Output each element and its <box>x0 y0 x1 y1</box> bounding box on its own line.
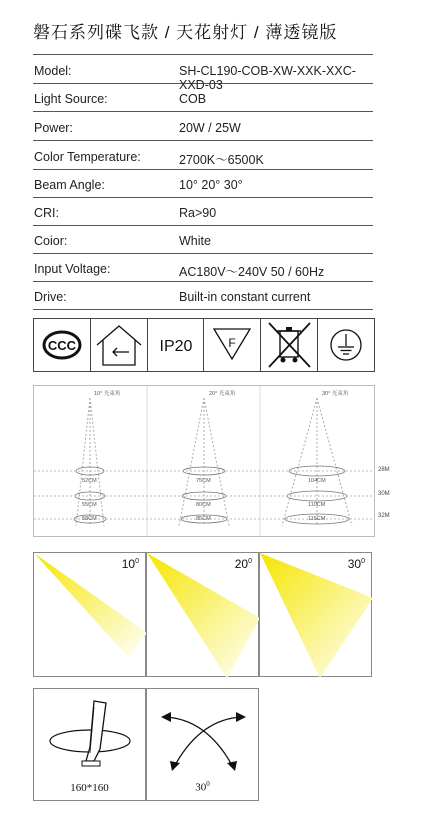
beam-sector-10 <box>33 552 146 677</box>
spec-row-power <box>33 112 373 141</box>
spec-row-color-temperature <box>33 141 373 170</box>
beam-label: 20° 光束角 <box>209 391 236 397</box>
indoor-use-icon <box>91 319 148 371</box>
product-profile-icon <box>34 689 147 779</box>
beam-diameter: 75CM <box>196 478 211 484</box>
beam-diameter: 104CM <box>308 478 326 484</box>
spec-key: Input Voltage: <box>34 262 111 276</box>
spec-key: Color Temperature: <box>34 150 141 164</box>
spec-row-light-source <box>33 83 373 112</box>
sector-angle-label <box>235 557 252 571</box>
beam-label: 30° 光束角 <box>322 391 349 397</box>
distance-label: 32M <box>378 513 390 519</box>
weee-bin-icon <box>261 319 318 371</box>
beam-sector-20 <box>146 552 259 677</box>
f-mark-text: F <box>228 336 237 350</box>
beam-diameter: 58CM <box>82 516 97 522</box>
degree-mark: 0 <box>248 558 252 565</box>
sector-angle-value: 30 <box>347 557 362 571</box>
spec-key: Drive: <box>34 290 67 304</box>
ip20-icon <box>148 319 205 371</box>
spec-row-drive <box>33 281 373 310</box>
spec-value: COB <box>179 92 207 106</box>
tilt-label <box>147 780 258 794</box>
certification-icons <box>33 318 375 372</box>
page-title: 磐石系列碟飞款 / 天花射灯 / 薄透镜版 <box>33 23 338 42</box>
ip20-text: IP20 <box>159 338 193 355</box>
degree-mark: 0 <box>361 558 365 565</box>
spec-key: Coior: <box>34 234 68 248</box>
beam-diameter: 110CM <box>308 502 326 508</box>
beam-diameter: 55CM <box>82 502 97 508</box>
spec-value: Ra>90 <box>179 206 217 220</box>
spec-key: Beam Angle: <box>34 178 105 192</box>
tilt-angle-box <box>146 688 259 801</box>
sector-angle-label <box>122 557 139 571</box>
ground-symbol-icon <box>318 319 374 371</box>
distance-label: 28M <box>378 467 390 473</box>
distance-label: 30M <box>378 491 390 497</box>
beam-diameter: 52CM <box>82 478 97 484</box>
spec-row-input-voltage <box>33 253 373 282</box>
product-size-box <box>33 688 146 801</box>
ccc-text: CCC <box>47 338 77 353</box>
beam-diameter: 115CM <box>308 516 326 522</box>
sector-angle-value: 20 <box>234 557 249 571</box>
spec-row-model <box>33 54 373 92</box>
spec-value: Built-in constant current <box>179 290 311 304</box>
beam-distribution-panel <box>33 385 375 537</box>
spec-key: Power: <box>34 121 73 135</box>
spec-row-beam-angle <box>33 169 373 198</box>
beam-diameter: 85CM <box>196 516 211 522</box>
spec-row-color <box>33 225 373 254</box>
beam-diameter: 80CM <box>196 502 211 508</box>
tilt-arrows-icon <box>147 689 260 779</box>
spec-value: SH-CL190-COB-XW-XXK-XXC-XXD-03 <box>179 64 356 92</box>
spec-value: 20W / 25W <box>179 121 241 135</box>
spec-key: CRI: <box>34 206 59 220</box>
beam-sector-30 <box>259 552 372 677</box>
spec-value: AC180V～240V 50 / 60Hz <box>179 265 325 279</box>
sector-angle-label <box>348 557 365 571</box>
beam-label: 10° 光束角 <box>94 391 121 397</box>
degree-mark: 0 <box>206 780 210 789</box>
sector-angle-value: 10 <box>121 557 136 571</box>
tilt-value: 30 <box>195 782 207 794</box>
spec-row-cri <box>33 197 373 226</box>
ccc-icon <box>34 319 91 371</box>
spec-key: Model: <box>34 64 72 78</box>
spec-value: 10° 20° 30° <box>179 178 243 192</box>
f-mark-icon <box>204 319 261 371</box>
spec-value: White <box>179 234 211 248</box>
spec-value: 2700K～6500K <box>179 153 264 167</box>
spec-key: Light Source: <box>34 92 108 106</box>
degree-mark: 0 <box>135 558 139 565</box>
size-label: 160*160 <box>70 782 109 794</box>
